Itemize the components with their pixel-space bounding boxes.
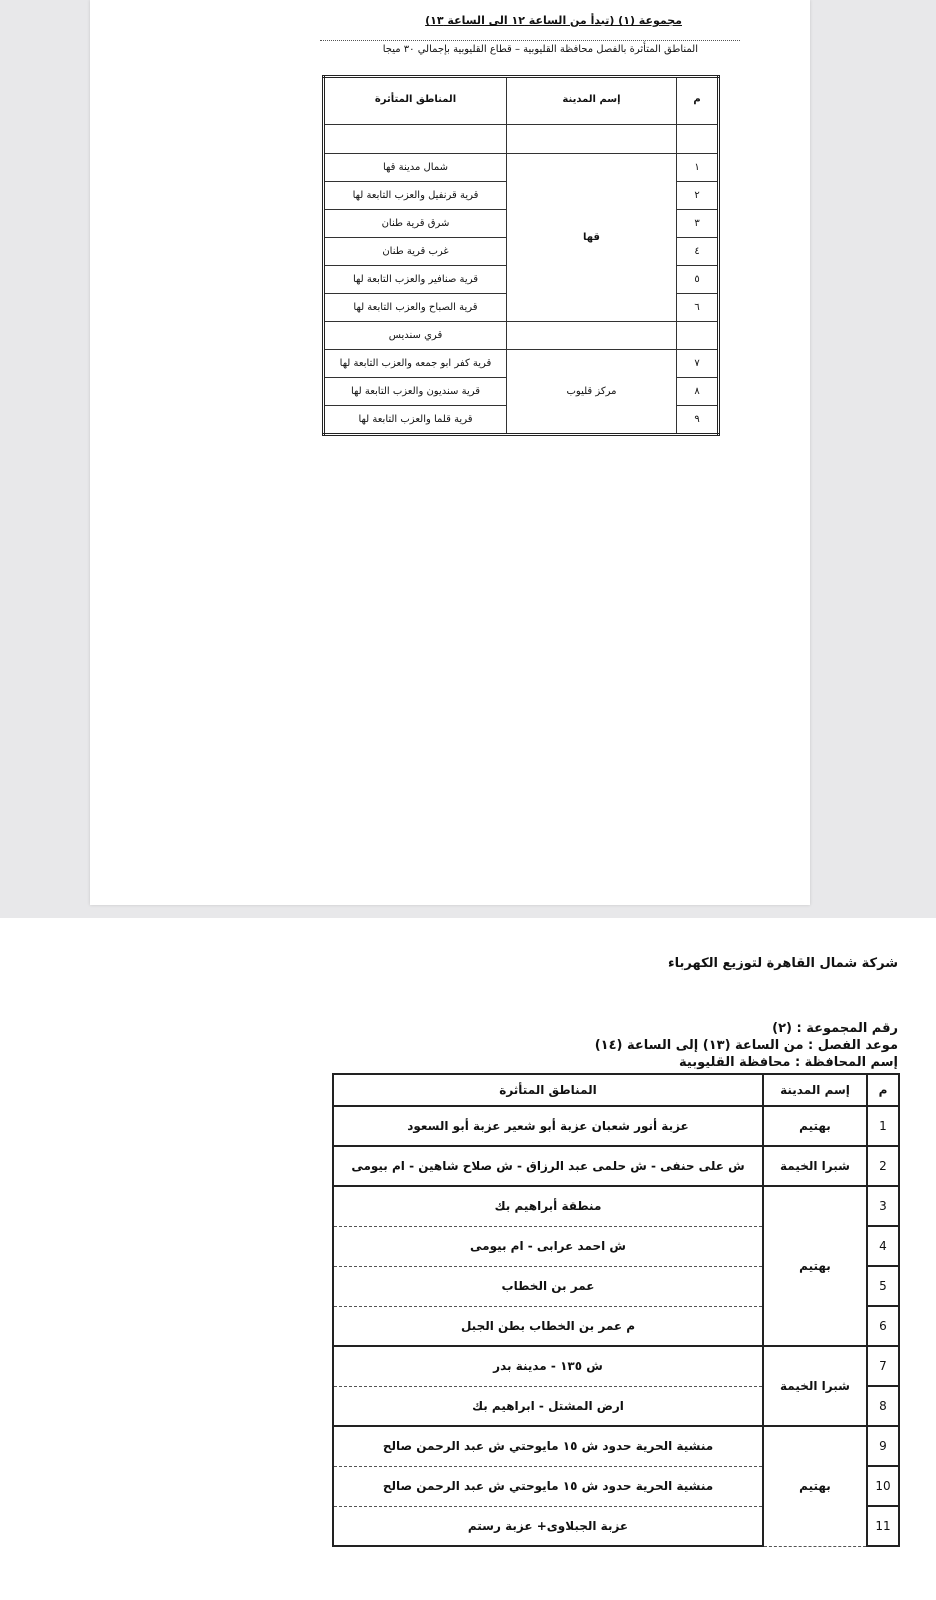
area-cell: منطقة أبراهيم بك [333, 1186, 763, 1226]
area-cell: ارض المشتل - ابراهيم بك [333, 1386, 763, 1426]
row-num: ٥ [677, 266, 719, 294]
area-cell: منشية الحرية حدود ش ١٥ مايوحتي ش عبد الرحمن صالح [333, 1426, 763, 1466]
city-cell: شبرا الخيمة [763, 1146, 867, 1186]
header-city: إسم المدينة [507, 77, 677, 125]
table-row [324, 125, 719, 154]
schedule: موعد الفصل : من الساعة (١٣) إلى الساعة (١٤) [594, 1038, 898, 1053]
table-row [324, 322, 719, 350]
area-cell: منشية الحرية حدود ش ١٥ مايوحتي ش عبد الرحمن صالح [333, 1466, 763, 1506]
row-num: ٨ [677, 378, 719, 406]
document-page-2 [0, 918, 936, 1600]
area-cell: قرية سنديون والعزب التابعة لها [324, 378, 507, 406]
area-cell: قرية الصباح والعزب التابعة لها [324, 294, 507, 322]
city-cell: مركز قليوب [507, 350, 677, 435]
row-num: 10 [867, 1466, 899, 1506]
group1-table [322, 75, 720, 436]
area-cell: غرب قرية طنان [324, 238, 507, 266]
row-num: 3 [867, 1186, 899, 1226]
table-row [333, 1106, 899, 1146]
area-cell: عزبة أنور شعبان عزبة أبو شعير عزبة أبو السعود [333, 1106, 763, 1146]
city-cell: بهتيم [763, 1106, 867, 1146]
row-num: ٦ [677, 294, 719, 322]
area-cell: شرق قرية طنان [324, 210, 507, 238]
document-page-1 [90, 0, 810, 905]
row-num: 8 [867, 1386, 899, 1426]
row-num: 5 [867, 1266, 899, 1306]
group-number: رقم المجموعة : (٢) [772, 1021, 898, 1036]
governorate: إسم المحافظة : محافظة القليوبية [679, 1055, 898, 1070]
table-row [333, 1186, 899, 1226]
row-num: 6 [867, 1306, 899, 1346]
row-num: 4 [867, 1226, 899, 1266]
city-cell: بهتيم [763, 1426, 867, 1546]
row-num: 9 [867, 1426, 899, 1466]
area-cell: قرية صنافير والعزب التابعة لها [324, 266, 507, 294]
header-areas: المناطق المتأثرة [324, 77, 507, 125]
group1-title: مجموعة (١) (تبدأ من الساعة ١٢ الى الساعة ١٣) [425, 14, 682, 27]
row-num: 2 [867, 1146, 899, 1186]
area-cell: ش ١٣٥ - مدينة بدر [333, 1346, 763, 1386]
row-num: ٣ [677, 210, 719, 238]
city-cell: قها [507, 154, 677, 322]
row-num: ٧ [677, 350, 719, 378]
table-row [333, 1346, 899, 1386]
city-cell: بهتيم [763, 1186, 867, 1346]
header-num: م [677, 77, 719, 125]
table-row [324, 350, 719, 378]
area-cell: قرية قلما والعزب التابعة لها [324, 406, 507, 435]
area-cell: عمر بن الخطاب [333, 1266, 763, 1306]
area-cell: عزبة الجبلاوى+ عزبة رستم [333, 1506, 763, 1546]
row-num: ٢ [677, 182, 719, 210]
area-cell: ش احمد عرابى - ام بيومى [333, 1226, 763, 1266]
row-num: 7 [867, 1346, 899, 1386]
header-num: م [867, 1074, 899, 1106]
company-name: شركة شمال القاهرة لتوزيع الكهرباء [668, 956, 898, 971]
table-row [333, 1426, 899, 1466]
area-cell: شمال مدينة قها [324, 154, 507, 182]
row-num: 11 [867, 1506, 899, 1546]
area-cell: قرية قرنفيل والعزب التابعة لها [324, 182, 507, 210]
group2-table [332, 1073, 900, 1547]
city-cell: شبرا الخيمة [763, 1346, 867, 1426]
area-cell: ش على حنفى - ش حلمى عبد الرزاق - ش صلاح شاهين - ام بيومى [333, 1146, 763, 1186]
row-num: ٤ [677, 238, 719, 266]
row-num: 1 [867, 1106, 899, 1146]
row-num: ٩ [677, 406, 719, 435]
area-cell: قرية كفر ابو جمعه والعزب التابعة لها [324, 350, 507, 378]
dotted-divider [320, 40, 740, 41]
area-cell: م عمر بن الخطاب بطن الجبل [333, 1306, 763, 1346]
header-city: إسم المدينة [763, 1074, 867, 1106]
group1-subtitle: المناطق المتأثرة بالفصل محافظة القليوبية – قطاع القليوبية بإجمالي ٣٠ ميجا [382, 44, 698, 55]
table-row [324, 154, 719, 182]
area-cell: قري سنديس [324, 322, 507, 350]
city-cell [507, 322, 677, 350]
row-num: ١ [677, 154, 719, 182]
group-info [595, 1020, 898, 1071]
table-row [333, 1146, 899, 1186]
row-num [677, 322, 719, 350]
header-areas: المناطق المتأثرة [333, 1074, 763, 1106]
